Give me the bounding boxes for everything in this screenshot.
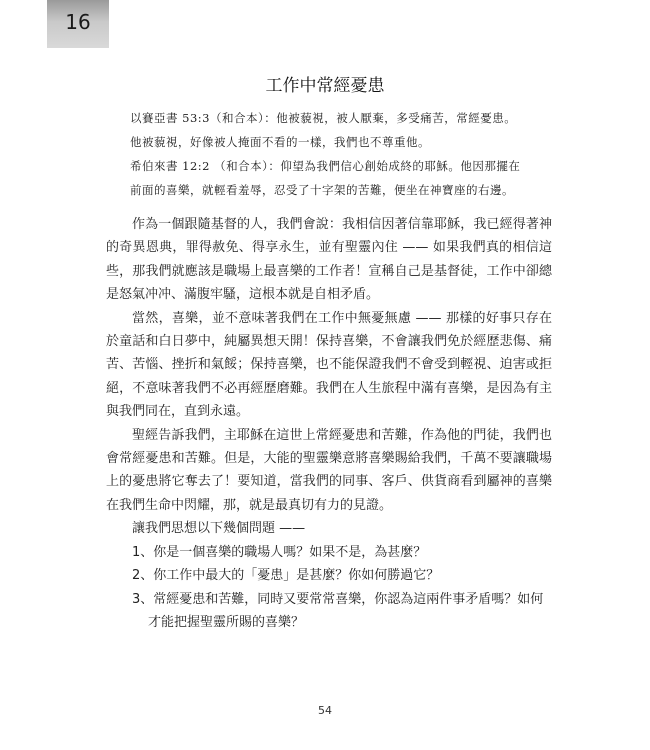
body-text [106,213,552,634]
question-item: 2、你工作中最大的「憂患」是甚麼？你如何勝過它？ [132,568,440,584]
page-title: 工作中常經憂患 [265,76,385,96]
question-item: 1、你是一個喜樂的職場人嗎？如果不是，為甚麼？ [132,544,427,560]
scripture-quote [130,106,560,202]
paragraph: 讓我們思想以下幾個問題 —— [132,521,306,537]
page-number: 54 [318,704,332,717]
question-list [106,541,552,635]
verse-line: 以賽亞書 53:3（和合本）：他被藐視，被人厭棄，多受痛苦，常經憂患。 [130,111,517,125]
verse-line: 他被藐視，好像被人掩面不看的一樣，我們也不尊重他。 [130,135,430,149]
paragraph: 聖經告訴我們，主耶穌在這世上常經憂患和苦難，作為他的門徒，我們也會常經憂患和苦難。但是，大能的聖靈樂意將喜樂賜給我們，千萬不要讓職場上的憂患將它奪去了！要知道，當我們的同事、客戶、供貨商看到屬神的喜樂在我們生命中閃耀，那，就是最真切有力的見證。 [106,427,552,513]
paragraph: 作為一個跟隨基督的人，我們會說：我相信因著信靠耶穌，我已經得著神的奇異恩典，罪得赦免、得享永生，並有聖靈內住 —— 如果我們真的相信這些，那我們就應該是職場上最喜樂的工作者！宣稱自己是基督徒，工作中卻總是怒氣冲冲、滿腹牢騷，這根本就是自相矛盾。 [106,217,552,303]
paragraph: 當然，喜樂，並不意味著我們在工作中無憂無慮 —— 那樣的好事只存在於童話和白日夢中，純屬異想天開！保持喜樂，不會讓我們免於經歷悲傷、痛苦、苦惱、挫折和氣餒；保持喜樂，也不能保證我們不會受到輕視、迫害或拒絕，不意味著我們不必再經歷磨難。我們在人生旅程中滿有喜樂，是因為有主與我們同在，直到永遠。 [106,310,552,420]
chapter-number-tab: 16 [47,0,109,48]
question-item: 3、常經憂患和苦難，同時又要常常喜樂，你認為這兩件事矛盾嗎？如何才能把握聖靈所賜的喜樂？ [132,591,544,630]
verse-line: 前面的喜樂，就輕看羞辱，忍受了十字架的苦難，便坐在神寶座的右邊。 [130,183,514,197]
verse-line: 希伯來書 12:2 （和合本）：仰望為我們信心創始成終的耶穌。他因那擺在 [130,159,521,173]
